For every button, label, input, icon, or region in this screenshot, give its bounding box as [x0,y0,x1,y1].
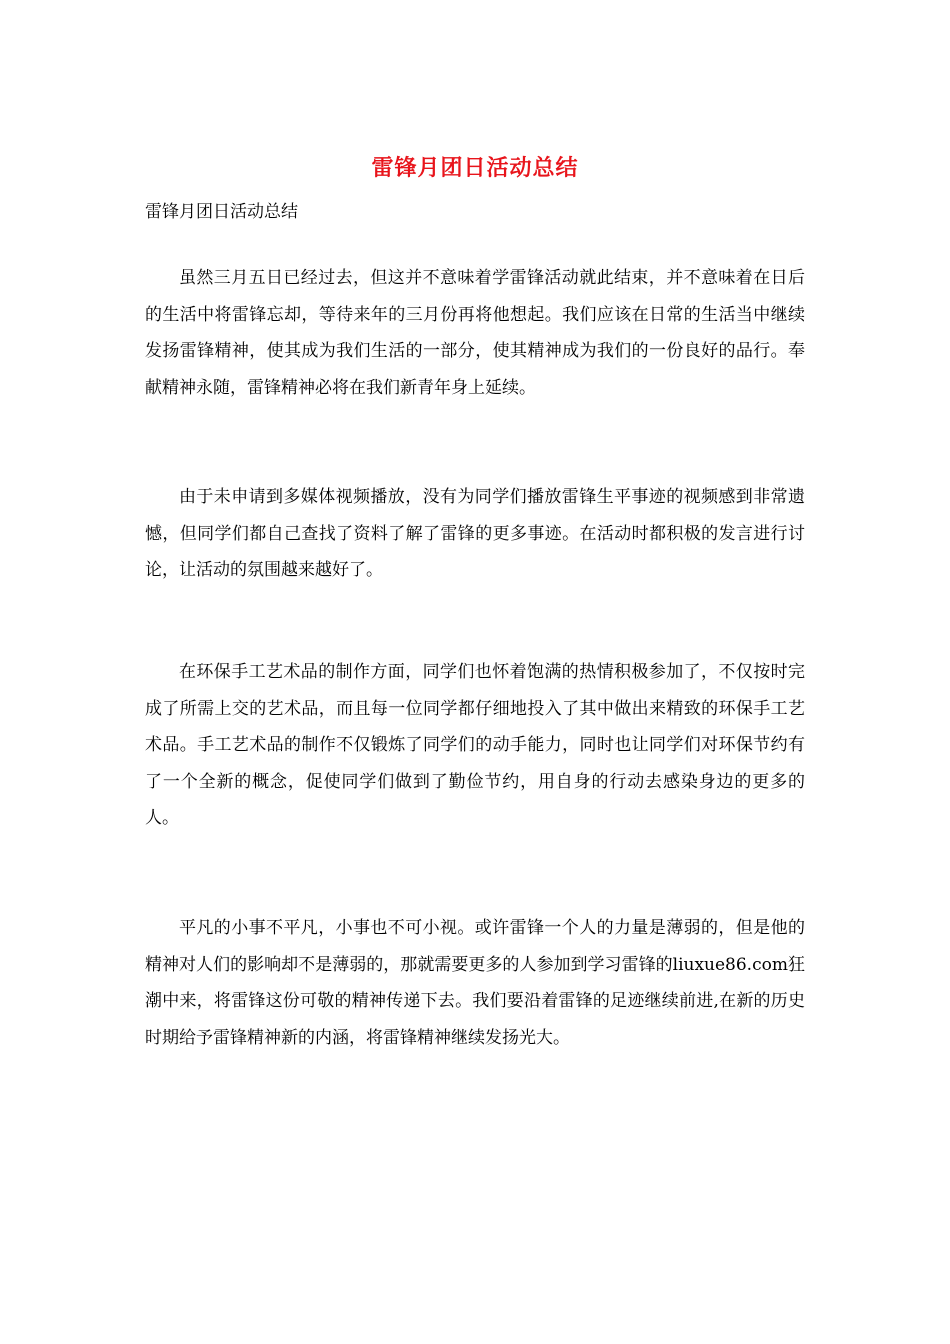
paragraph-4: 平凡的小事不平凡，小事也不可小视。或许雷锋一个人的力量是薄弱的，但是他的精神对人们的影响却不是薄弱的，那就需要更多的人参加到学习雷锋的liuxue86.com狂潮中来，将雷锋这份可敬的精神传递下去。我们要沿着雷锋的足迹继续前进,在新的历史时期给予雷锋精神新的内涵，将雷锋精神继续发扬光大。 [145,918,805,1048]
paragraph-1: 虽然三月五日已经过去，但这并不意味着学雷锋活动就此结束，并不意味着在日后的生活中将雷锋忘却，等待来年的三月份再将他想起。我们应该在日常的生活当中继续发扬雷锋精神，使其成为我们生活的一部分，使其精神成为我们的一份良好的品行。奉献精神永随，雷锋精神必将在我们新青年身上延续。 [145,268,805,398]
document-subtitle: 雷锋月团日活动总结 [145,202,298,222]
page-title: 雷锋月团日活动总结 [371,155,579,181]
paragraph-3: 在环保手工艺术品的制作方面，同学们也怀着饱满的热情积极参加了，不仅按时完成了所需上交的艺术品，而且每一位同学都仔细地投入了其中做出来精致的环保手工艺术品。手工艺术品的制作不仅锻炼了同学们的动手能力，同时也让同学们对环保节约有了一个全新的概念，促使同学们做到了勤俭节约，用自身的行动去感染身边的更多的人。 [145,662,805,828]
paragraph-2: 由于未申请到多媒体视频播放，没有为同学们播放雷锋生平事迹的视频感到非常遗憾，但同学们都自己查找了资料了解了雷锋的更多事迹。在活动时都积极的发言进行讨论，让活动的氛围越来越好了。 [145,487,805,580]
